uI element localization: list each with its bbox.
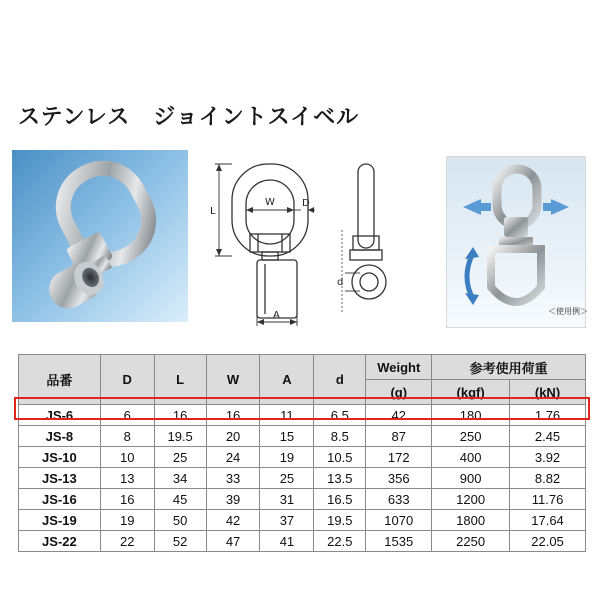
cell-load-kn: 3.92 [510,447,586,468]
table-row [19,489,586,510]
cell-part: JS-6 [19,405,101,426]
spec-table [18,354,586,552]
cell-d: 8.5 [314,426,366,447]
cell-A: 19 [260,447,314,468]
cell-weight: 42 [366,405,432,426]
table-row [19,426,586,447]
cell-L: 16 [154,405,206,426]
cell-L: 52 [154,531,206,552]
cell-L: 34 [154,468,206,489]
cell-weight: 1070 [366,510,432,531]
cell-W: 24 [206,447,260,468]
cell-L: 19.5 [154,426,206,447]
cell-D: 19 [100,510,154,531]
cell-A: 25 [260,468,314,489]
cell-load-kn: 22.05 [510,531,586,552]
cell-part: JS-13 [19,468,101,489]
cell-d: 19.5 [314,510,366,531]
cell-weight: 1535 [366,531,432,552]
cell-d: 10.5 [314,447,366,468]
cell-D: 22 [100,531,154,552]
cell-d: 16.5 [314,489,366,510]
cell-L: 25 [154,447,206,468]
cell-load-kn: 11.76 [510,489,586,510]
cell-D: 16 [100,489,154,510]
cell-d: 6.5 [314,405,366,426]
usage-caption: ＜使用例＞ [548,307,588,316]
cell-load-kgf: 1800 [432,510,510,531]
header-load-kgf: (kgf) [432,380,510,405]
cell-part: JS-10 [19,447,101,468]
cell-load-kgf: 900 [432,468,510,489]
cell-D: 13 [100,468,154,489]
cell-load-kn: 17.64 [510,510,586,531]
cell-weight: 172 [366,447,432,468]
dimension-label-L: L [210,206,216,217]
header-D: D [100,355,154,405]
cell-load-kgf: 1200 [432,489,510,510]
dimension-label-W: W [265,197,275,208]
cell-weight: 356 [366,468,432,489]
cell-weight: 633 [366,489,432,510]
cell-W: 39 [206,489,260,510]
cell-load-kn: 1.76 [510,405,586,426]
dimension-diagram [205,150,410,330]
cell-part: JS-22 [19,531,101,552]
cell-W: 20 [206,426,260,447]
cell-load-kgf: 180 [432,405,510,426]
cell-load-kgf: 2250 [432,531,510,552]
cell-A: 37 [260,510,314,531]
cell-d: 13.5 [314,468,366,489]
cell-load-kn: 2.45 [510,426,586,447]
usage-example-photo [446,156,586,328]
cell-load-kgf: 250 [432,426,510,447]
header-d: d [314,355,366,405]
header-part-number: 品番 [19,355,101,405]
cell-load-kn: 8.82 [510,468,586,489]
header-weight-unit: (g) [366,380,432,405]
cell-W: 33 [206,468,260,489]
cell-A: 15 [260,426,314,447]
cell-L: 50 [154,510,206,531]
cell-weight: 87 [366,426,432,447]
cell-A: 41 [260,531,314,552]
dimension-label-A: A [273,310,280,321]
header-load-kn: (kN) [510,380,586,405]
cell-d: 22.5 [314,531,366,552]
cell-L: 45 [154,489,206,510]
table-row [19,447,586,468]
cell-W: 16 [206,405,260,426]
page-title: ステンレス ジョイントスイベル [18,105,360,130]
dimension-label-D: D [302,198,310,209]
dimension-label-d: d [337,277,344,288]
header-A: A [260,355,314,405]
cell-D: 8 [100,426,154,447]
table-row [19,531,586,552]
table-row [19,468,586,489]
cell-A: 31 [260,489,314,510]
product-photo [12,150,188,322]
cell-W: 42 [206,510,260,531]
cell-A: 11 [260,405,314,426]
cell-W: 47 [206,531,260,552]
header-weight: Weight [366,355,432,380]
cell-part: JS-8 [19,426,101,447]
header-W: W [206,355,260,405]
cell-load-kgf: 400 [432,447,510,468]
header-working-load: 参考使用荷重 [432,355,586,380]
header-L: L [154,355,206,405]
cell-part: JS-16 [19,489,101,510]
cell-part: JS-19 [19,510,101,531]
cell-D: 10 [100,447,154,468]
table-header-row-1 [19,355,586,380]
table-row [19,510,586,531]
cell-D: 6 [100,405,154,426]
table-row [19,405,586,426]
